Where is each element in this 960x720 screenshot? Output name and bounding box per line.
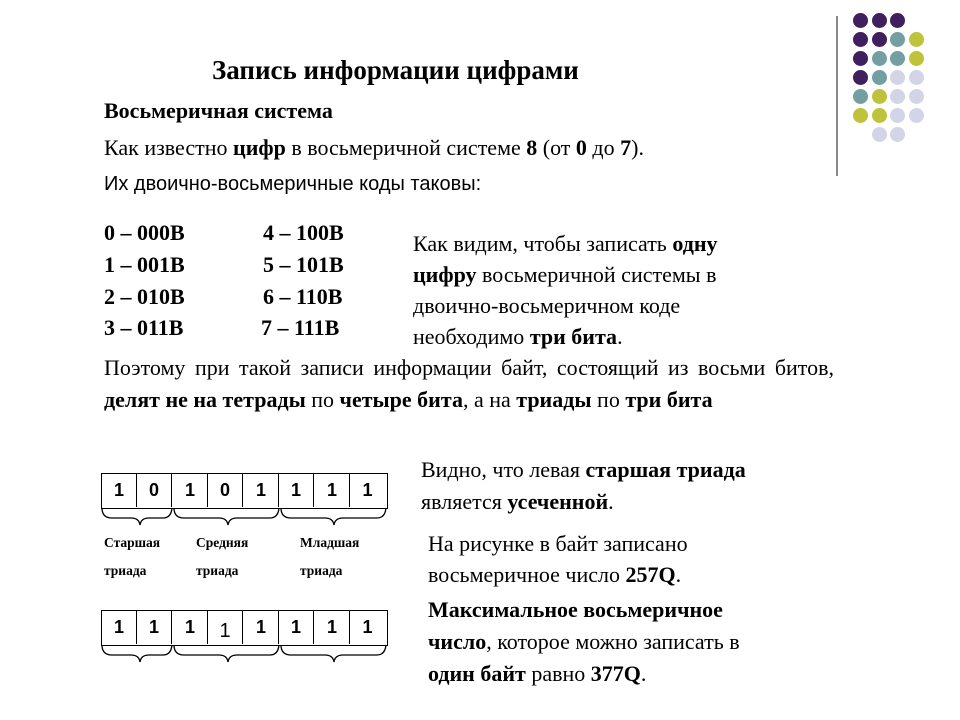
decorative-vertical-line <box>836 16 838 176</box>
code-entry: 5 – 101B <box>263 252 344 277</box>
byte-box-257q <box>101 473 388 509</box>
bit-cell: 1 <box>362 480 373 500</box>
bit-cell: 0 <box>208 474 243 507</box>
decorative-dot <box>853 13 868 28</box>
bit-cell: 1 <box>244 474 279 507</box>
section-subtitle: Восьмеричная система <box>104 98 333 123</box>
bit-cell: 1 <box>362 617 373 637</box>
decorative-dot <box>909 89 924 104</box>
decorative-dot <box>890 127 905 142</box>
decorative-dot <box>890 13 905 28</box>
decorative-dot <box>890 108 905 123</box>
codes-intro-line: Их двоично-восьмеричные коды таковы: <box>104 173 482 195</box>
byte-box-377q <box>101 610 388 646</box>
code-entry: 1 – 001B <box>104 252 185 277</box>
decorative-dot <box>872 13 887 28</box>
code-entry: 3 – 011B <box>104 315 184 340</box>
decorative-dot <box>909 32 924 47</box>
bit-cell: 1 <box>315 611 350 644</box>
code-entry: 4 – 100B <box>263 220 344 245</box>
decorative-dot <box>890 70 905 85</box>
bit-cell: 1 <box>173 474 208 507</box>
conclusion-paragraph: Как видим, чтобы записать одну цифру восьмеричной системы в двоично-восьмеричном коде необходимо три бита. <box>413 231 718 349</box>
code-entry: 2 – 010B <box>104 284 185 309</box>
bit-cell: 1 <box>279 611 314 644</box>
decorative-dot <box>890 32 905 47</box>
code-entry: 0 – 000B <box>104 220 185 245</box>
bit-cell: 1 <box>244 611 279 644</box>
bit-cell: 1 <box>137 611 172 644</box>
decorative-dot <box>909 108 924 123</box>
decorative-dot <box>853 32 868 47</box>
page-title: Запись информации цифрами <box>212 55 579 85</box>
intro-line: Как известно цифр в восьмеричной системе 8 (от 0 до 7). <box>104 135 644 160</box>
bit-cell: 1 <box>279 474 314 507</box>
decorative-dot <box>853 51 868 66</box>
decorative-dot <box>853 89 868 104</box>
decorative-dot <box>872 127 887 142</box>
triad-label-senior: Старшая триада <box>104 535 161 578</box>
code-entry: 6 – 110B <box>263 284 343 309</box>
bit-cell: 1 <box>315 474 350 507</box>
decorative-dot <box>872 32 887 47</box>
decorative-dot <box>853 70 868 85</box>
note-written-number: На рисунке в байт записано восьмеричное число 257Q. <box>428 531 688 587</box>
decorative-dot <box>890 51 905 66</box>
bit-cell: 0 <box>137 474 172 507</box>
bit-cell: 1 <box>208 611 243 644</box>
bit-cell: 1 <box>102 474 137 507</box>
decorative-dot <box>872 89 887 104</box>
triad-label-middle: Средняя триада <box>196 535 249 578</box>
decorative-dot <box>872 51 887 66</box>
decorative-dot <box>872 108 887 123</box>
decorative-dot <box>909 51 924 66</box>
decorative-dot <box>890 89 905 104</box>
decorative-dot <box>909 70 924 85</box>
triad-label-junior: Младшая триада <box>300 535 360 578</box>
bit-cell: 1 <box>102 611 137 644</box>
decorative-dot <box>853 108 868 123</box>
decorative-dot <box>872 70 887 85</box>
note-truncated-triad: Видно, что левая старшая триада является усеченной. <box>421 457 746 514</box>
code-entry: 7 – 111B <box>261 315 340 340</box>
note-max-number: Максимальное восьмеричное число, которое можно записать в один байт равно 377Q. <box>428 597 740 686</box>
triads-paragraph: Поэтому при такой записи информации байт, состоящий из восьми битов, делят не на тетрады по четыре бита, а на триады по три бита <box>104 355 834 412</box>
triad-braces-bottom <box>95 642 395 672</box>
bit-cell: 1 <box>173 611 208 644</box>
